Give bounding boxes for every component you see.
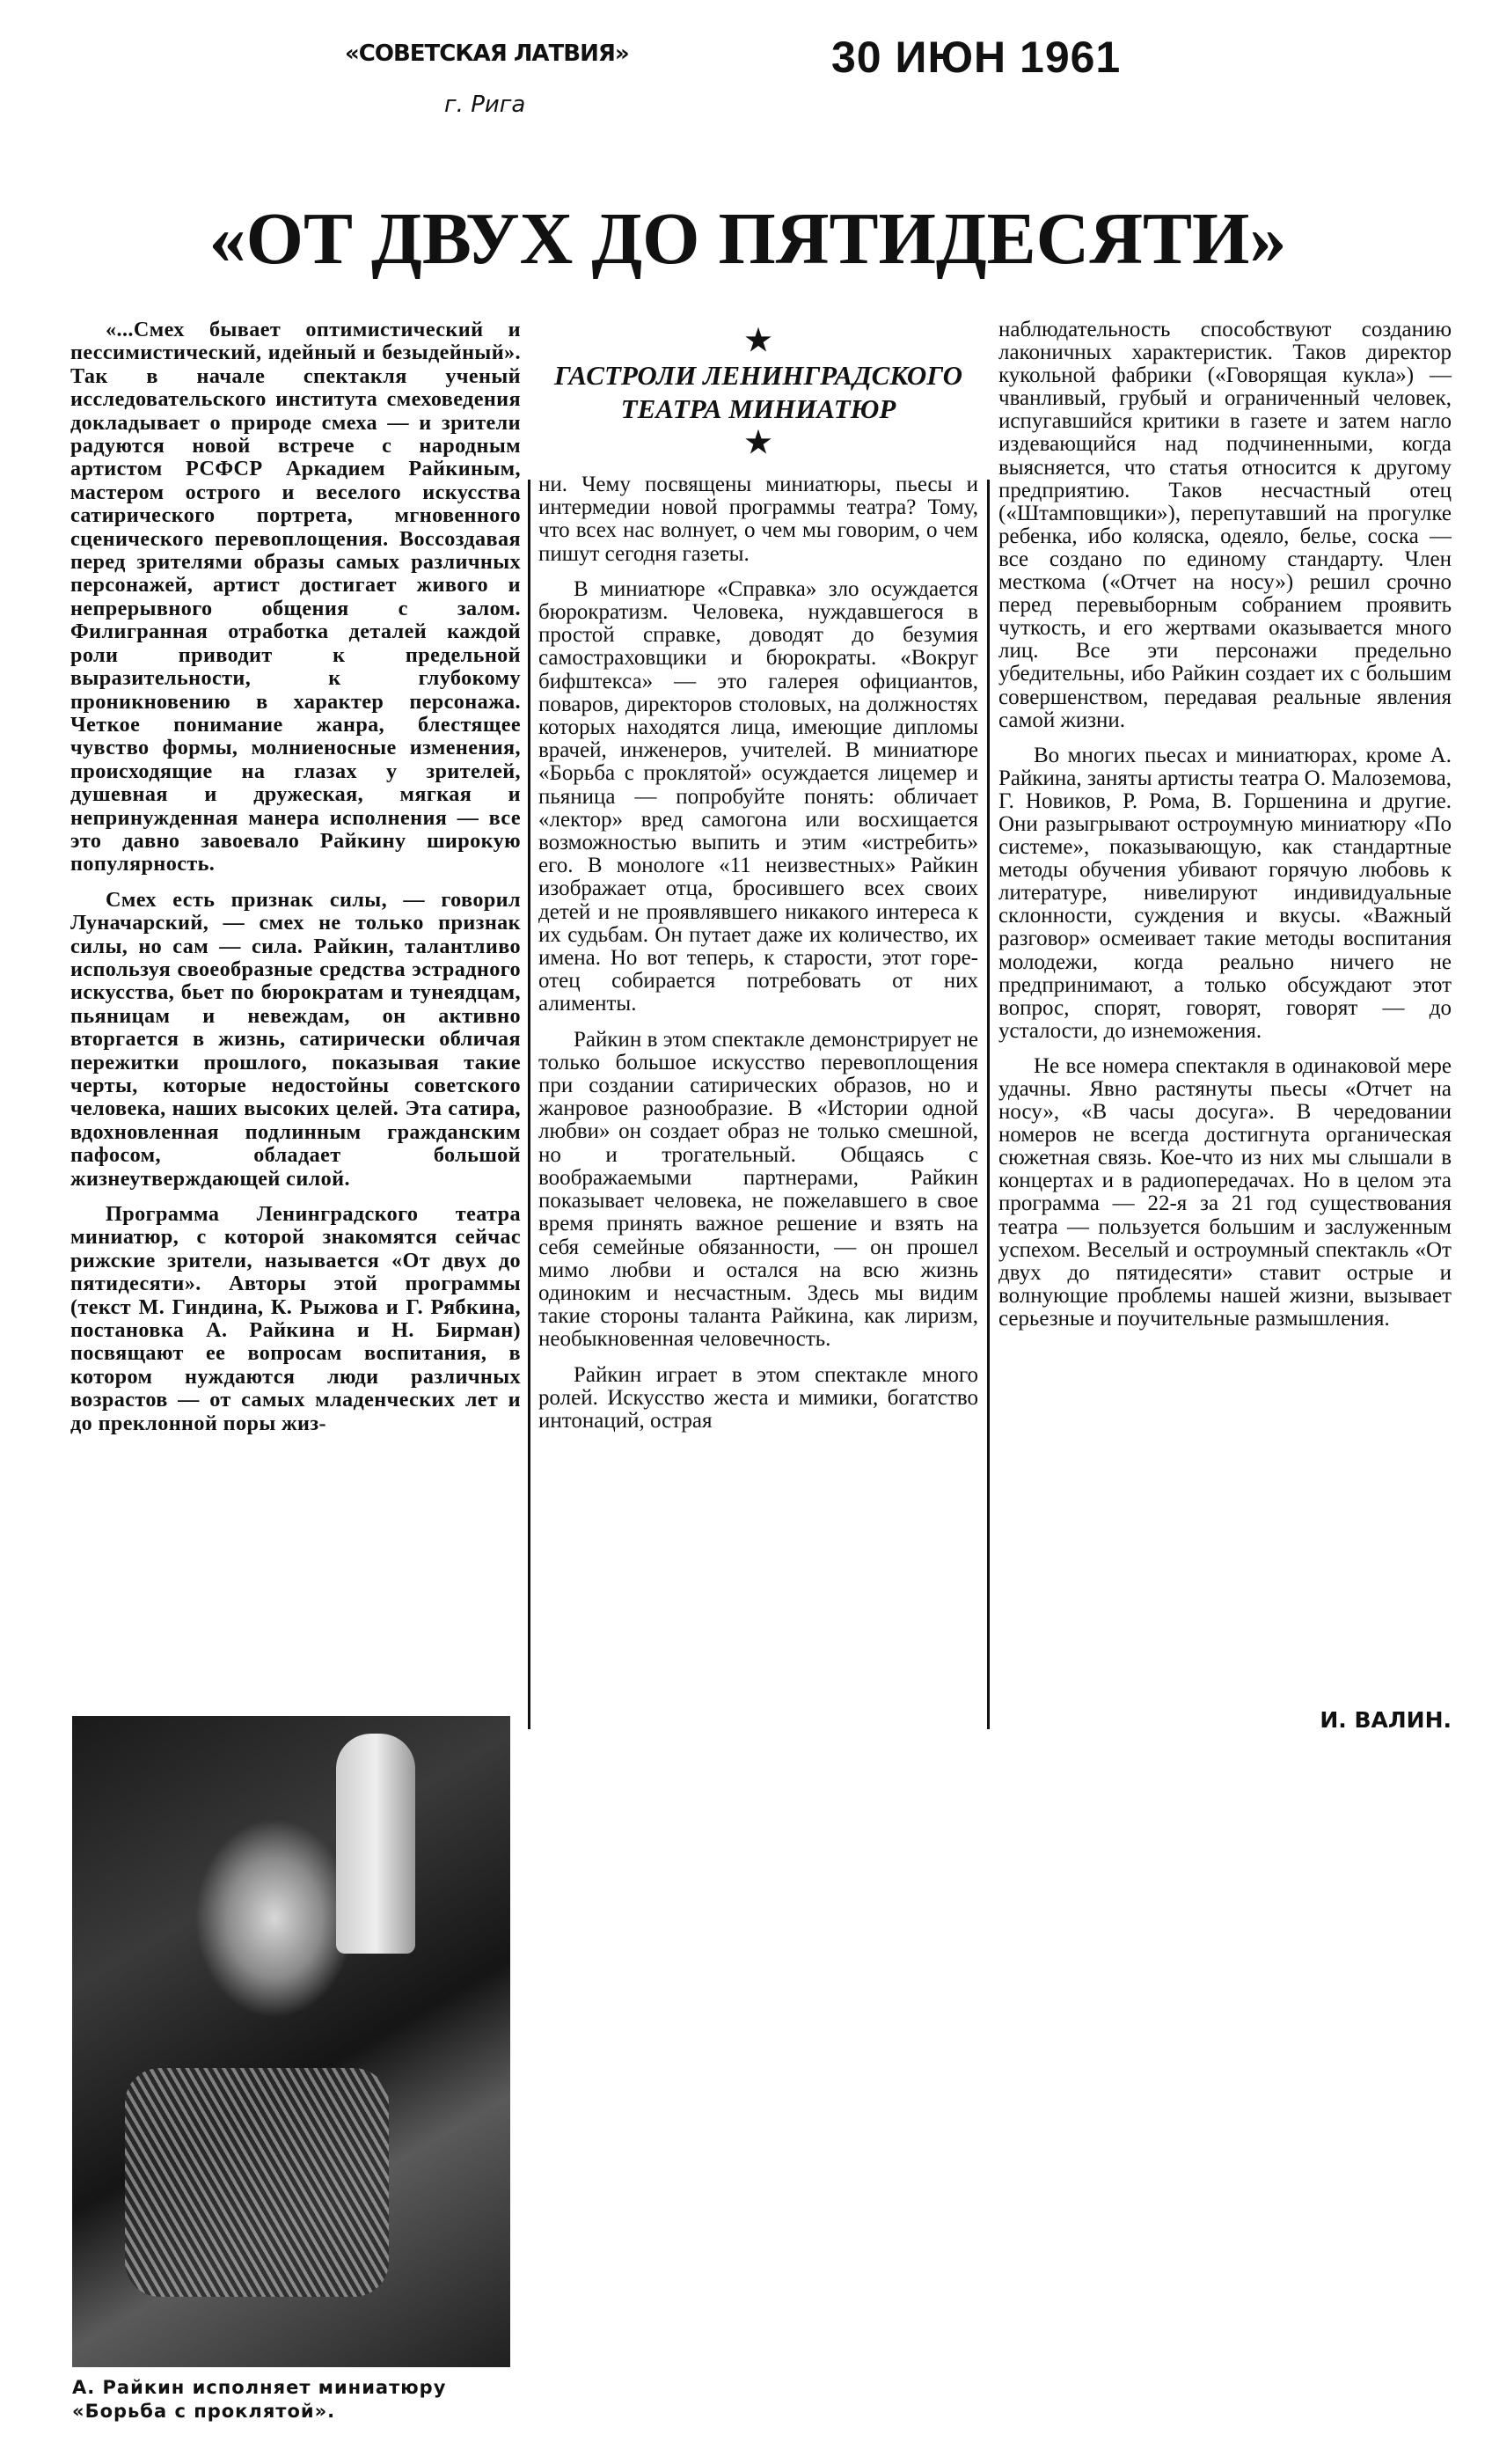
star-icon: ★: [744, 427, 772, 459]
paragraph: наблюдательность способствуют созданию лаконичных характеристик. Таков директор кукольной фабрики («Говорящая кукла») — чванливый, грубый и ограниченный человек, испугавшийся критики в газете и затем нагло издевающийся над подчиненными, когда выясняется, что статья относится к другому предприятию. Таков несчастный отец («Штамповщики»), перепутавший на прогулке ребенка, ибо коляска, одеяло, белье, соска — все создано по единому стандарту. Член месткома («Отчет на носу») решил срочно перед перевыборным собранием проявить чуткость, и его жертвами оказывается много лиц. Все эти персонажи предельно убедительны, ибо Райкин создает их с большим совершенством, передавая реальные явления самой жизни.: [998, 318, 1452, 732]
bottle-shape: [336, 1734, 415, 1954]
column-divider: [987, 480, 990, 1729]
paragraph: Райкин играет в этом спектакле много ролей. Искусство жеста и мимики, богатство интонаций, острая: [538, 1362, 978, 1433]
column-1: [70, 319, 521, 1448]
date-stamp: 30 ИЮН 1961: [831, 33, 1122, 82]
paragraph: Смех есть признак силы, — говорил Луначарский, — смех не только признак силы, но сам — сила. Райкин, талантливо используя своеобразные средства эстрадного искусства, бьет по бюрократам и тунеядцам, пьяницам и невеждам, он активно вторгается в жизнь, сатирически обличая пережитки прошлого, показывая такие черты, которые недостойны советского человека, наших высоких целей. Эта сатира, вдохновленная подлинным гражданским пафосом, обладает большой жизнеутверждающей силой.: [70, 887, 521, 1191]
paragraph: Не все номера спектакля в одинаковой мере удачны. Явно растянуты пьесы «Отчет на носу», «В часы досуга». В чередовании номеров не всегда достигнута органическая сюжетная связь. Кое-что из них мы слышали в концертах и в радиопередачах. Но в целом эта программа — 22-я за 21 год существования театра — пользуется большим и заслуженным успехом. Веселый и остроумный спектакль «От двух до пятидесяти» ставит острые и волнующие проблемы нашей жизни, вызывает серьезные и поучительные размышления.: [998, 1053, 1452, 1331]
paragraph: ни. Чему посвящены миниатюры, пьесы и интермедии новой программы театра? Тому, что всех нас волнует, о чем мы говорим, о чем пишут сегодня газеты.: [538, 473, 978, 566]
paragraph: Райкин в этом спектакле демонстрирует не только большое искусство перевоплощения при создании сатирических образов, но и жанровое разнообразие. В «Истории одной любви» он создает образ не только смешной, но и трогательный. Общаясь с воображаемыми партнерами, Райкин показывает человека, не пожелавшего в свое время принять важное решение и взять на себя семейные обязанности, — он прошел мимо любви и остался на всю жизнь одиноким и несчастным. Здесь мы видим такие стороны таланта Райкина, как лиризм, необыкновенная человечность.: [538, 1027, 978, 1352]
article-photo: [72, 1716, 510, 2367]
paragraph: Во многих пьесах и миниатюрах, кроме А. Райкина, заняты артисты театра О. Малоземова, Г. Новиков, Р. Рома, В. Горшенина и другие. Они разыгрывают остроумную миниатюру «По системе», показывающую, как стандартные методы обучения убивают горячую любовь к литературе, нивелируют индивидуальные склонности, суждения и вкусы. «Важный разговор» осмеивает такие методы воспитания молодежи, когда реально ничего не предпринимают, а только обсуждают этот вопрос, спорят, говорят, говорят — до усталости, до изнеможения.: [998, 743, 1452, 1043]
star-icon: ★: [744, 325, 772, 357]
column-divider: [528, 480, 530, 1729]
column-3: [998, 319, 1452, 1343]
article-title: «ОТ ДВУХ ДО ПЯТИДЕСЯТИ»: [208, 198, 1287, 280]
jug-shape: [125, 2068, 389, 2297]
rubric-line-2: ТЕАТРА МИНИАТЮР: [620, 393, 896, 424]
paragraph: Программа Ленинградского театра миниатюр, с которой знакомятся сейчас рижские зрители, называется «От двух до пятидесяти». Авторы этой программы (текст М. Гиндина, К. Рыжова и Г. Рябкина, постановка А. Райкина и Н. Бирман) посвящают ее вопросам воспитания, в котором нуждаются люди различных возрастов — от самых младенческих лет и до преклонной поры жиз-: [70, 1202, 521, 1435]
paragraph: В миниатюре «Справка» зло осуждается бюрократизм. Человека, нуждавшегося в простой справке, доводят до безумия самостраховщики и бюрократы. «Вокруг бифштекса» — это галерея официантов, поваров, директоров столовых, на должностях которых находятся лица, имеющие дипломы врачей, инженеров, учителей. В миниатюре «Борьба с проклятой» осуждается лицемер и пьяница — попробуйте понять: обличает «лектор» вред самогона или восхищается возможностью выпить и этим «истребить» его. В монологе «11 неизвестных» Райкин изображает отца, бросившего всех своих детей и не проявлявшего никакого интереса к их судьбам. Он путает даже их количество, их имена. Но вот теперь, к старости, этот горе-отец собирается потребовать от них алименты.: [538, 576, 978, 1016]
newspaper-name: «СОВЕТСКАЯ ЛАТВИЯ»: [345, 40, 629, 67]
author-signature: И. ВАЛИН.: [1320, 1707, 1452, 1733]
photo-caption: А. Райкин исполняет миниатюру «Борьба с проклятой».: [72, 2377, 447, 2422]
column-2: [538, 473, 978, 1445]
paragraph: «...Смех бывает оптимистический и пессимистический, идейный и безыдейный». Так в начале спектакля ученый исследовательского института смеховедения докладывает о природе смеха — и зрители радуются новой встрече с народным артистом РСФСР Аркадием Райкиным, мастером острого и веселого искусства сатирического портрета, мгновенного сценического перевоплощения. Воссоздавая перед зрителями образы самых различных персонажей, артист достигает живого и непрерывного общения с залом. Филигранная отработка деталей каждой роли приводит к предельной выразительности, к глубокому проникновению в характер персонажа. Четкое понимание жанра, блестящее чувство формы, молниеносные изменения, происходящие на глазах у зрителей, душевная и дружеская, мягкая и непринужденная манера исполнения — все это давно завоевало Райкину широкую популярность.: [70, 318, 521, 876]
rubric-heading: [538, 324, 978, 461]
city-label: г. Рига: [444, 92, 526, 118]
rubric-line-1: ГАСТРОЛИ ЛЕНИНГРАДСКОГО: [553, 360, 963, 391]
